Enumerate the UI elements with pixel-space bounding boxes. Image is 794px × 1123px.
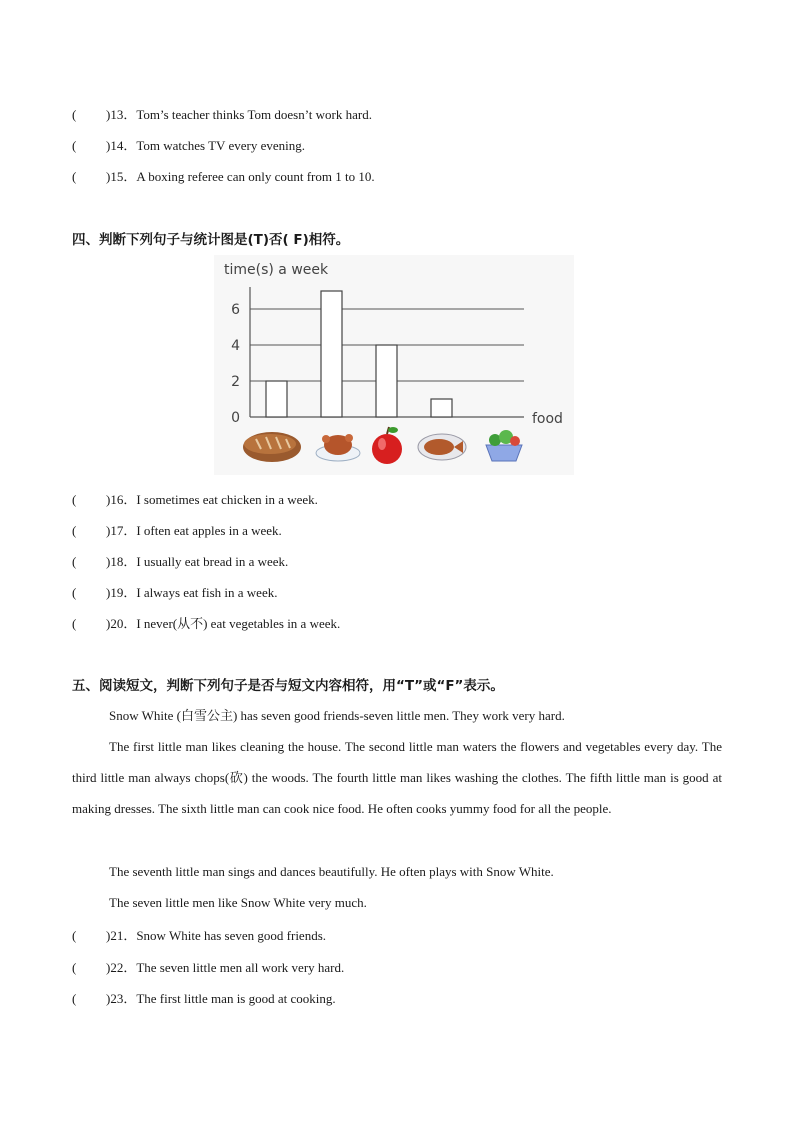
passage-paragraph-2: The first little man likes cleaning the house. The second little man waters the flowers and vegetables every day. The third little man always chops(砍) the woods. The fourth little man likes washing the clothes. The fifth little man is good at making dresses. The sixth little man can cook nice food. He often cooks yummy food for all the people. — [72, 739, 722, 816]
question-text: )14．Tom watches TV every evening. — [106, 138, 305, 153]
answer-blank[interactable]: ( — [72, 107, 77, 122]
bar-chicken — [321, 291, 342, 417]
bar-bread — [266, 381, 287, 417]
bread-icon — [243, 432, 301, 462]
question-text: )18．I usually eat bread in a week. — [106, 554, 289, 569]
answer-blank[interactable]: ( — [72, 585, 77, 600]
y-tick-label: 6 — [231, 302, 240, 318]
question-13 — [72, 104, 372, 123]
passage-paragraph-4: The seven little men like Snow White very much. — [109, 895, 367, 910]
answer-blank[interactable]: ( — [72, 492, 77, 507]
question-15 — [72, 166, 375, 185]
y-tick-label: 4 — [231, 338, 240, 354]
bar-fish — [431, 399, 452, 417]
question-text: )13．Tom’s teacher thinks Tom doesn’t work hard. — [106, 107, 372, 122]
question-17 — [72, 520, 282, 539]
passage-paragraph-1: Snow White (白雪公主) has seven good friends-seven little men. They work very hard. — [109, 708, 565, 723]
question-22 — [72, 957, 344, 976]
x-axis-label: food — [532, 411, 563, 427]
question-18 — [72, 551, 288, 570]
answer-blank[interactable]: ( — [72, 960, 77, 975]
question-14 — [72, 135, 305, 154]
question-text: )17．I often eat apples in a week. — [106, 523, 282, 538]
answer-blank[interactable]: ( — [72, 138, 77, 153]
question-text: )20．I never(从不) eat vegetables in a week. — [106, 616, 341, 631]
y-tick-label: 2 — [231, 374, 240, 390]
question-19 — [72, 582, 277, 601]
section-5-heading: 五、阅读短文，判断下列句子是否与短文内容相符，用“T”或“F”表示。 — [72, 678, 504, 694]
question-23 — [72, 988, 336, 1007]
answer-blank[interactable]: ( — [72, 554, 77, 569]
answer-blank[interactable]: ( — [72, 169, 77, 184]
question-21 — [72, 925, 326, 944]
question-20 — [72, 613, 340, 632]
y-axis-label: time(s) a week — [224, 262, 329, 278]
food-frequency-chart — [214, 255, 574, 475]
question-16 — [72, 489, 318, 508]
question-text: )16．I sometimes eat chicken in a week. — [106, 492, 318, 507]
answer-blank[interactable]: ( — [72, 928, 77, 943]
bar-apple — [376, 345, 397, 417]
fish-icon — [418, 434, 466, 460]
answer-blank[interactable]: ( — [72, 991, 77, 1006]
question-text: )15．A boxing referee can only count from 1 to 10. — [106, 169, 375, 184]
answer-blank[interactable]: ( — [72, 523, 77, 538]
question-text: )19．I always eat fish in a week. — [106, 585, 278, 600]
y-tick-label: 0 — [231, 410, 240, 426]
section-4-heading: 四、判断下列句子与统计图是(T)否( F)相符。 — [72, 232, 350, 248]
question-text: )22．The seven little men all work very hard. — [106, 960, 345, 975]
question-text: )23．The first little man is good at cooking. — [106, 991, 336, 1006]
question-text: )21．Snow White has seven good friends. — [106, 928, 327, 943]
answer-blank[interactable]: ( — [72, 616, 77, 631]
passage-paragraph-3: The seventh little man sings and dances beautifully. He often plays with Snow White. — [109, 864, 554, 879]
